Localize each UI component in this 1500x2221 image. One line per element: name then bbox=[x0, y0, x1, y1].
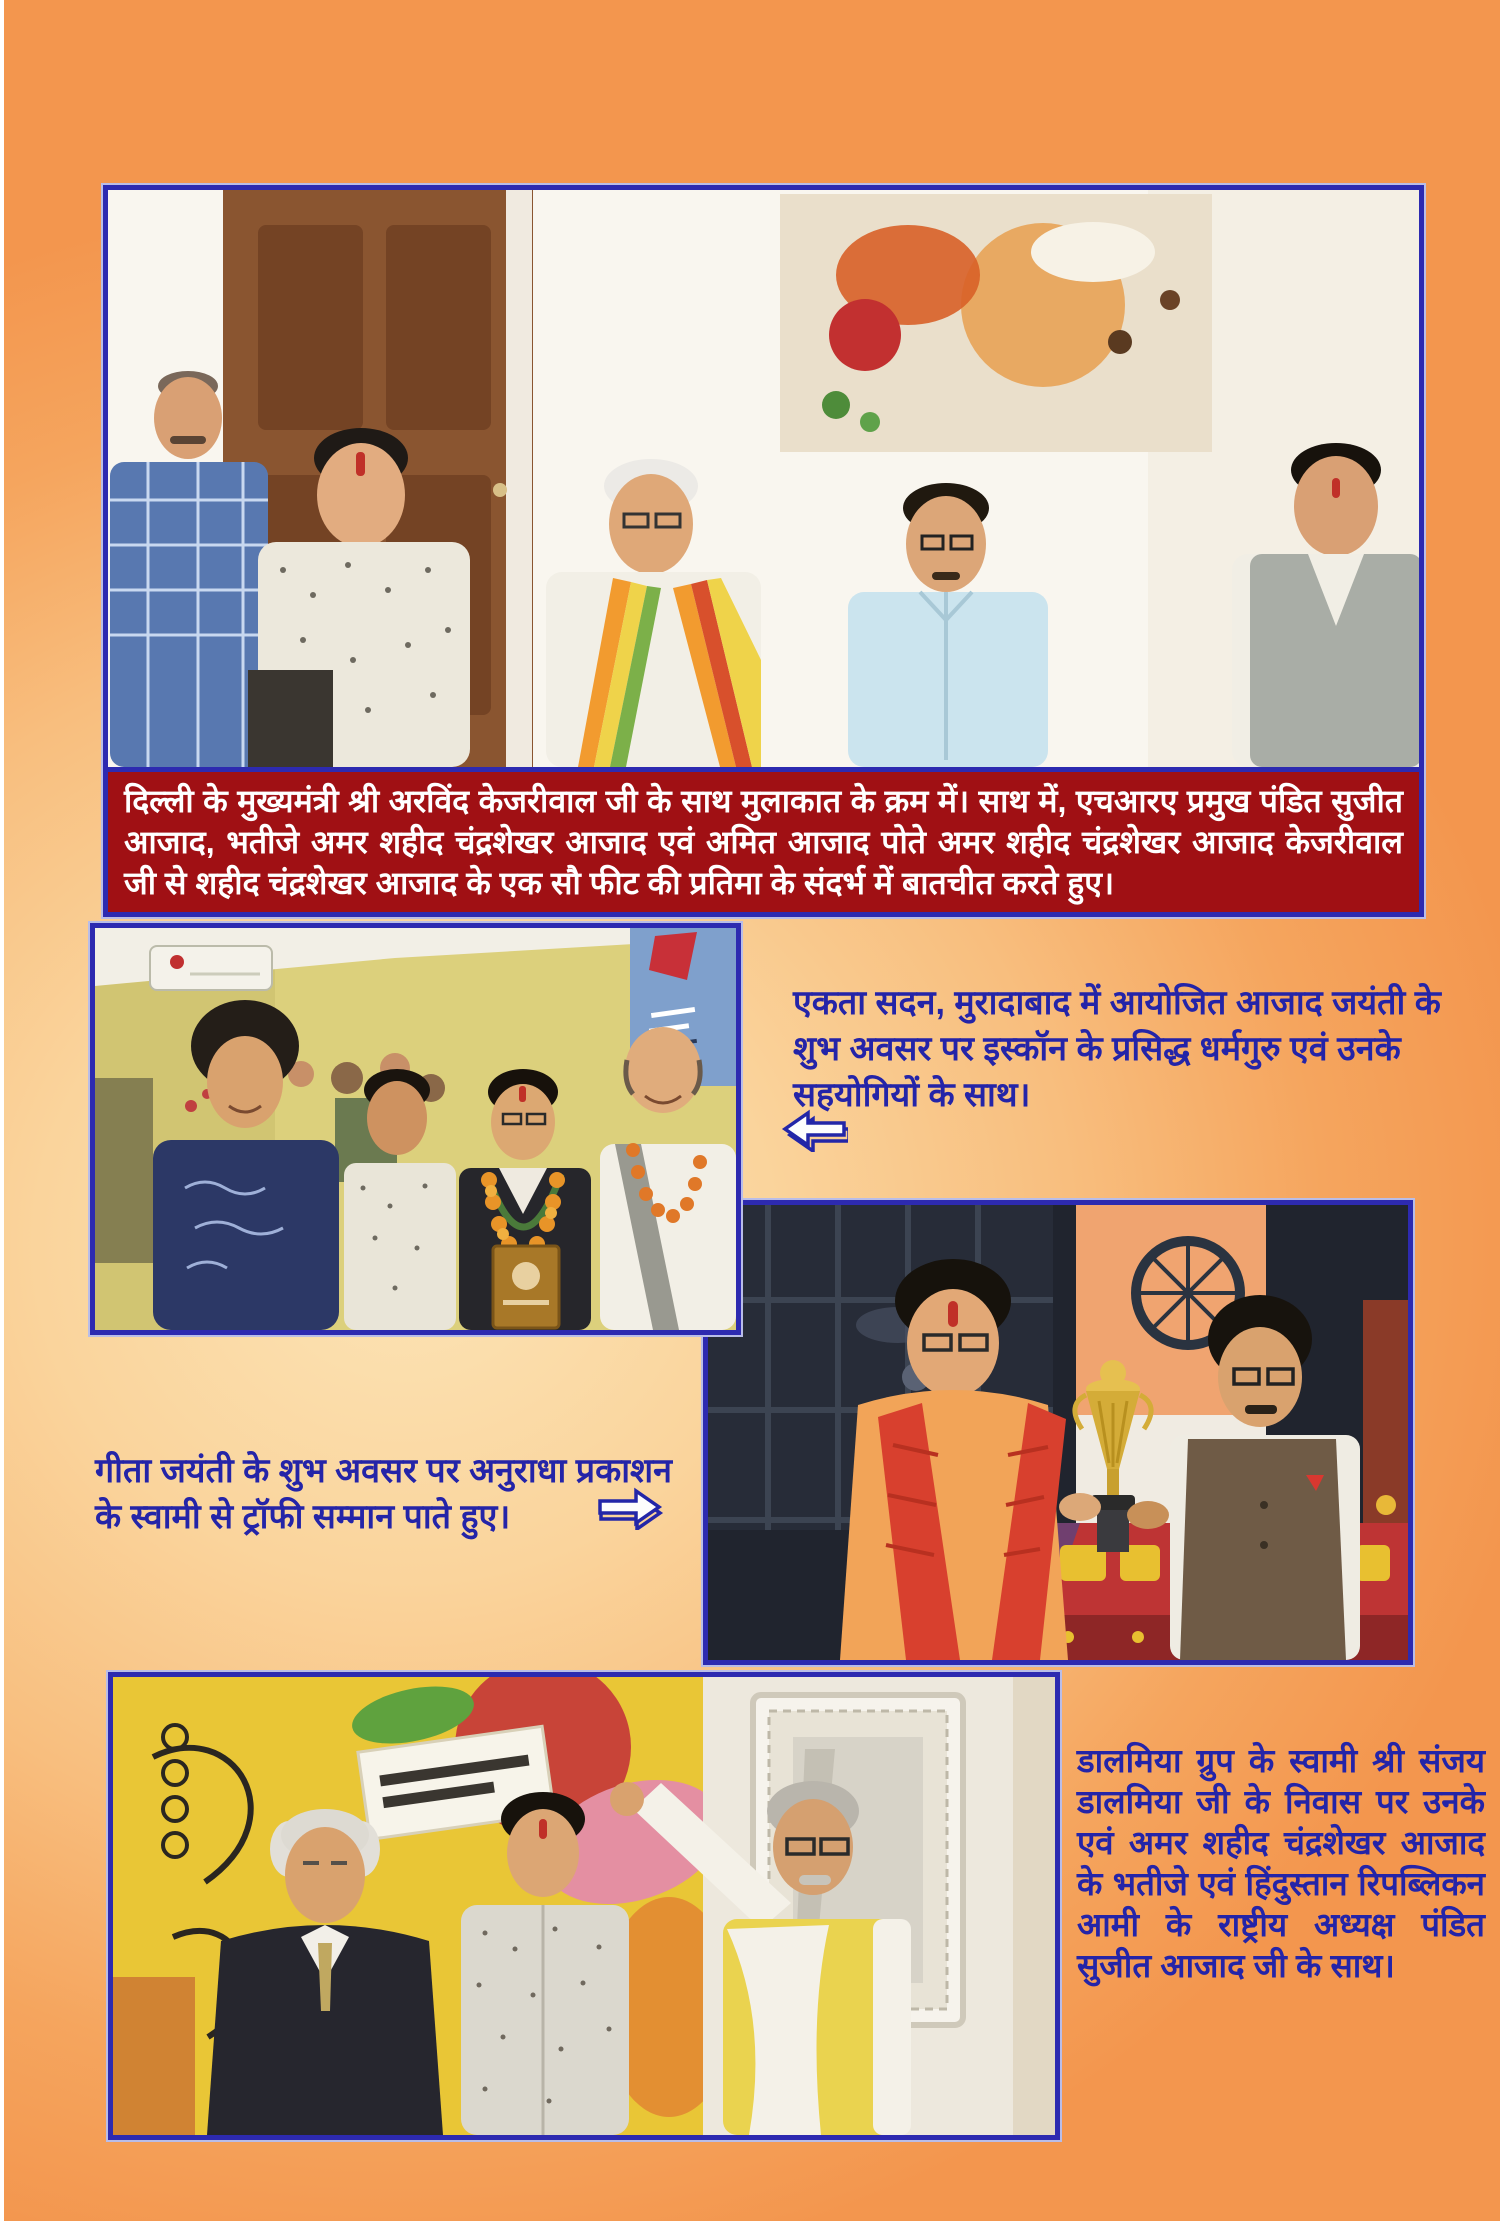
caption-kejriwal-text: दिल्ली के मुख्यमंत्री श्री अरविंद केजरीवाल जी के साथ मुलाकात के क्रम में। साथ में, एचआरए प्रमुख पंडित सुजीत आजाद, भतीजे अमर शहीद चंद्रशेखर आजाद एवं अमित आजाद पोते अमर शहीद चंद्रशेखर आजाद केजरीवाल जी से शहीद चंद्रशेखर आजाद के एक सौ फीट की प्रतिमा के संदर्भ में बातचीत करते हुए। bbox=[124, 783, 1403, 901]
wall-board bbox=[95, 1078, 153, 1263]
note-dalmia: डालमिया ग्रुप के स्वामी श्री संजय डालमिया जी के निवास पर उनके एवं अमर शहीद चंद्रशेखर आजाद के भतीजे एवं हिंदुस्तान रिपब्लिकन आमी के राष्ट्रीय अध्यक्ष पंडित सुजीत आजाद जी के साथ। bbox=[1077, 1742, 1485, 1984]
air-conditioner bbox=[150, 946, 272, 990]
dalmia-photo-image bbox=[113, 1677, 1055, 2135]
left-block-arrow-icon bbox=[780, 1108, 848, 1152]
kejriwal-group-photo-image bbox=[108, 190, 1419, 767]
ekta-sadan-photo-image bbox=[95, 928, 736, 1330]
photo-caption-bar bbox=[108, 767, 1419, 912]
page-left-margin-strip bbox=[0, 0, 4, 2221]
photo-kejriwal-meeting bbox=[103, 185, 1424, 917]
wall-painting bbox=[780, 194, 1212, 452]
note-trophy: गीता जयंती के शुभ अवसर पर अनुराधा प्रकाशन के स्वामी से ट्रॉफी सम्मान पाते हुए। bbox=[95, 1452, 673, 1536]
note-iskcon: एकता सदन, मुरादाबाद में आयोजित आजाद जयंती के शुभ अवसर पर इस्कॉन के प्रसिद्ध धर्मगुरु एवं उनके सहयोगियों के साथ। bbox=[793, 984, 1441, 1114]
right-block-arrow-icon bbox=[596, 1486, 664, 1530]
photo-dalmia-residence bbox=[108, 1672, 1060, 2140]
photo-trophy-ceremony bbox=[703, 1200, 1413, 1665]
kejriwal-group-photo bbox=[108, 190, 1419, 767]
trophy-photo-image bbox=[708, 1205, 1408, 1660]
photo-ekta-sadan-group bbox=[90, 923, 741, 1335]
